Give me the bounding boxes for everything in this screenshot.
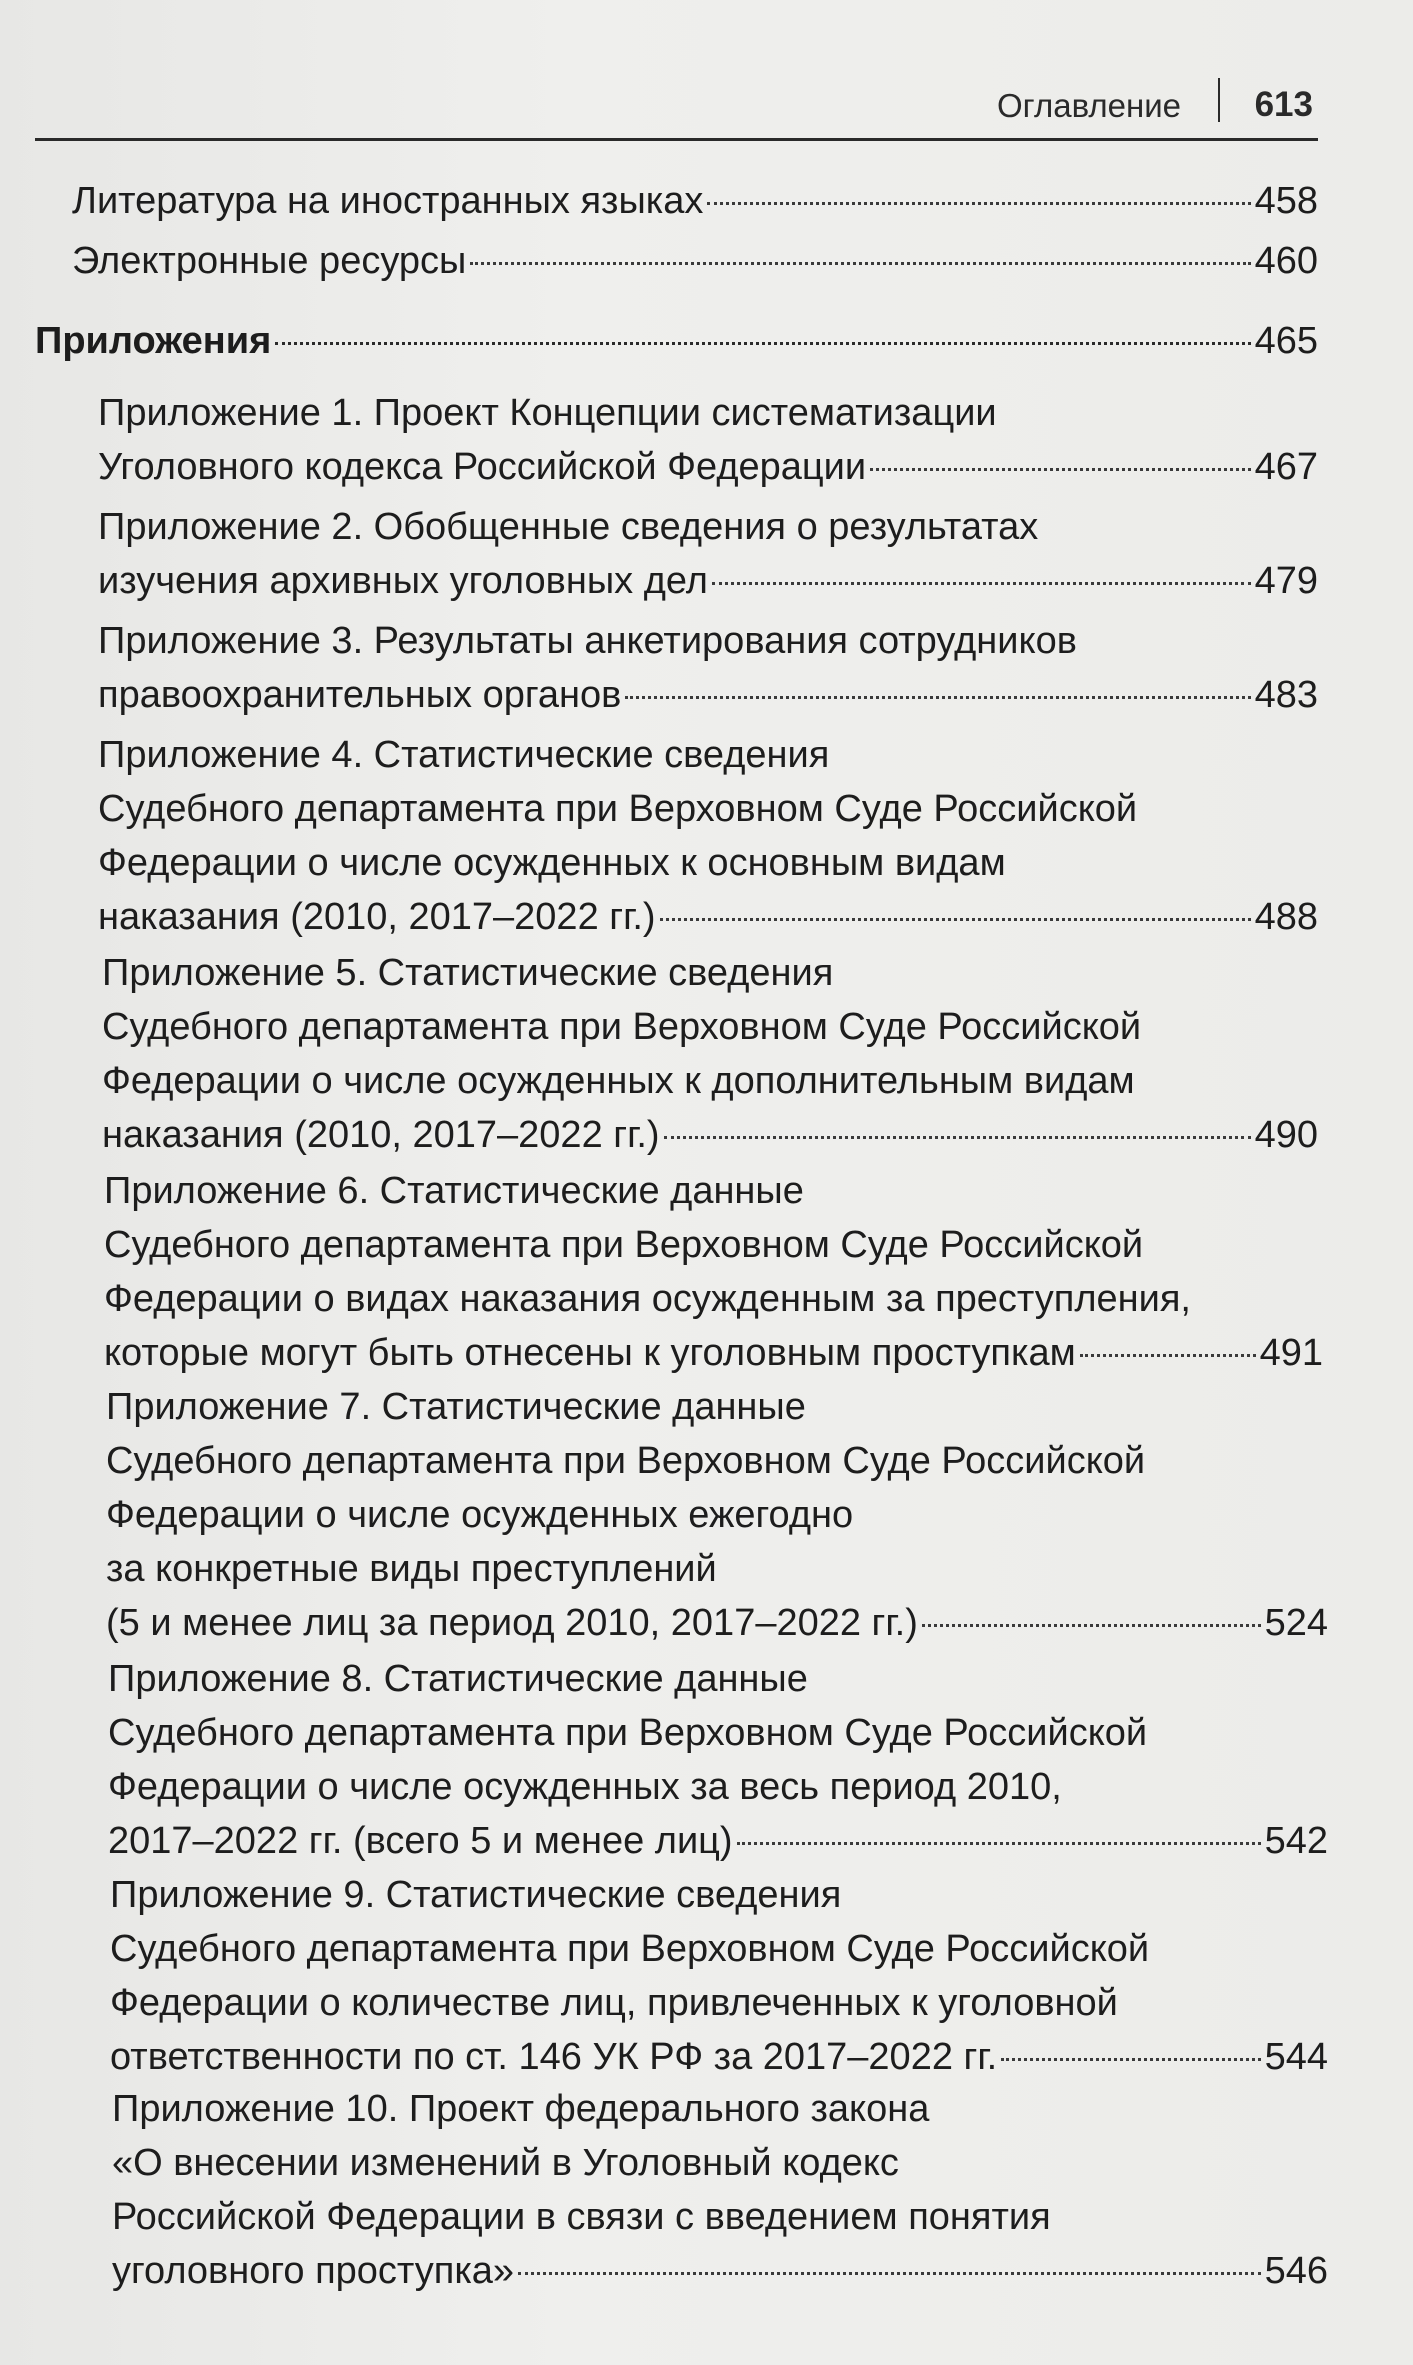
toc-entry-line: Судебного департамента при Верховном Суде Российской [104,1224,1144,1266]
toc-entry-line: Приложение 5. Статистические сведения [102,952,834,994]
toc-entry-literature-foreign [72,174,1318,228]
toc-entry-page: 488 [1254,896,1318,938]
toc-entry-label: Приложения [35,320,272,362]
toc-leader-dots [1080,1354,1256,1357]
toc-entry-line: Приложение 6. Статистические данные [104,1170,804,1212]
toc-entry-page: 544 [1264,2036,1328,2078]
toc-entry-line: Федерации о числе осужденных к дополнительным видам [102,1060,1135,1102]
toc-entry-line: Федерации о видах наказания осужденным за преступления, [104,1278,1191,1320]
toc-entry-line: (5 и менее лиц за период 2010, 2017–2022 гг.) [106,1602,918,1644]
toc-entry-appendix-4 [98,728,1318,944]
toc-entry-appendix-3 [98,614,1318,722]
toc-entry-label: Литература на иностранных языках [72,180,704,222]
toc-leader-dots [660,918,1251,921]
toc-entry-page: 546 [1264,2250,1328,2292]
toc-entry-line: ответственности по ст. 146 УК РФ за 2017–2022 гг. [110,2036,998,2078]
running-head-title: Оглавление [997,87,1181,124]
toc-leader-dots [518,2272,1261,2275]
toc-leader-dots [870,468,1250,471]
toc-entry-appendix-5 [102,946,1318,1162]
page-header [0,78,1318,136]
toc-entry-line: Приложение 10. Проект федерального закона [112,2088,930,2130]
toc-entry-appendix-7 [106,1380,1328,1650]
toc-entry-line: наказания (2010, 2017–2022 гг.) [98,896,656,938]
toc-entry-line: Судебного департамента при Верховном Суде Российской [98,788,1138,830]
toc-entry-line: Федерации о числе осужденных за весь период 2010, [108,1766,1062,1808]
toc-entry-line: за конкретные виды преступлений [106,1548,717,1590]
toc-entry-page: 491 [1259,1332,1323,1374]
toc-entry-line: уголовного проступка» [112,2250,515,2292]
toc-entry-line: «О внесении изменений в Уголовный кодекс [112,2142,899,2184]
toc-leader-dots [664,1136,1251,1139]
toc-leader-dots [625,696,1250,699]
toc-entry-line: Российской Федерации в связи с введением понятия [112,2196,1051,2238]
toc-entry-appendix-1 [98,386,1318,494]
toc-entry-appendix-9 [110,1868,1328,2084]
toc-leader-dots [922,1624,1261,1627]
toc-entry-appendix-10 [112,2082,1328,2298]
header-separator [1218,78,1220,122]
header-rule [35,138,1318,141]
toc-entry-page: 483 [1254,674,1318,716]
toc-entry-page: 542 [1264,1820,1328,1862]
toc-entry-line: Приложение 7. Статистические данные [106,1386,806,1428]
toc-entry-line: Судебного департамента при Верховном Суде Российской [110,1928,1150,1970]
toc-entry-line: правоохранительных органов [98,674,622,716]
toc-leader-dots [1001,2058,1260,2061]
toc-entry-appendix-8 [108,1652,1328,1868]
toc-entry-label: Электронные ресурсы [72,240,467,282]
toc-entry-line: Приложение 4. Статистические сведения [98,734,830,776]
toc-entry-page: 460 [1254,240,1318,282]
toc-entry-line: Судебного департамента при Верховном Суде Российской [102,1006,1142,1048]
toc-entry-line: Судебного департамента при Верховном Суде Российской [106,1440,1146,1482]
toc-entry-line: Приложение 9. Статистические сведения [110,1874,842,1916]
toc-entry-page: 490 [1254,1114,1318,1156]
toc-entry-electronic-resources [72,234,1318,288]
toc-entry-line: изучения архивных уголовных дел [98,560,708,602]
page-number: 613 [1254,85,1313,124]
toc-leader-dots [470,262,1250,265]
toc-entry-line: наказания (2010, 2017–2022 гг.) [102,1114,660,1156]
toc-entry-line: Судебного департамента при Верховном Суде Российской [108,1712,1148,1754]
toc-entry-line: Федерации о числе осужденных ежегодно [106,1494,854,1536]
toc-entry-line: Приложение 2. Обобщенные сведения о результатах [98,506,1039,548]
toc-entry-line: 2017–2022 гг. (всего 5 и менее лиц) [108,1820,733,1862]
toc-leader-dots [712,582,1251,585]
toc-entry-page: 458 [1254,180,1318,222]
toc-entry-line: Федерации о количестве лиц, привлеченных к уголовной [110,1982,1118,2024]
toc-entry-page: 524 [1264,1602,1328,1644]
toc-entry-page: 465 [1254,320,1318,362]
toc-entry-appendix-2 [98,500,1318,608]
toc-entry-line: Уголовного кодекса Российской Федерации [98,446,867,488]
toc-entry-appendices [35,314,1318,368]
toc-leader-dots [275,342,1250,345]
toc-entry-line: Федерации о числе осужденных к основным видам [98,842,1006,884]
toc-entry-line: Приложение 8. Статистические данные [108,1658,808,1700]
toc-entry-page: 467 [1254,446,1318,488]
toc-entry-line: которые могут быть отнесены к уголовным проступкам [104,1332,1076,1374]
toc-leader-dots [737,1842,1261,1845]
toc-entry-line: Приложение 1. Проект Концепции систематизации [98,392,997,434]
toc-entry-page: 479 [1254,560,1318,602]
toc-entry-appendix-6 [104,1164,1323,1380]
toc-leader-dots [707,202,1250,205]
toc-entry-line: Приложение 3. Результаты анкетирования сотрудников [98,620,1077,662]
